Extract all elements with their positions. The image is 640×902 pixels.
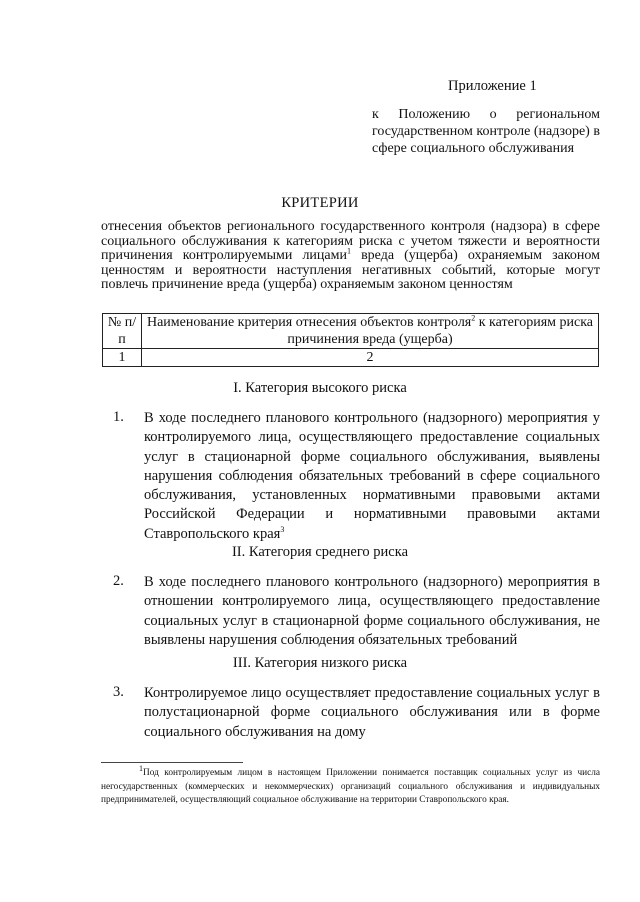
item-number-3: 3. (113, 684, 124, 700)
document-subtitle (101, 220, 600, 293)
section-heading-low-risk: III. Категория низкого риска (232, 655, 408, 671)
section-heading-medium-risk: II. Категория среднего риска (231, 544, 409, 560)
criteria-table (102, 313, 599, 367)
footnote-separator (101, 762, 243, 763)
subtitle-text-part1: отнесения объектов регионального государственного контроля (надзора) в сфере социального обслуживания к категориям риска с учетом тяжести и вероятности причинения контролируемыми лицами (101, 219, 600, 263)
item-text-2: В ходе последнего планового контрольного (надзорного) мероприятия в отношении контролируемого лица, осуществляющего предоставление социальных услуг в стационарной форме социального обслуживания, не выявлены нарушения соблюдения обязательных требований (144, 574, 600, 648)
footnote-ref-3: 3 (280, 524, 285, 534)
table-header-criterion-part1: Наименование критерия отнесения объектов контроля (146, 315, 472, 330)
document-title: КРИТЕРИИ (281, 195, 359, 211)
item-text-3: Контролируемое лицо осуществляет предоставление социальных услуг в полустационарной форме социального обслуживания или в форме социального обслуживания на дому (144, 685, 600, 740)
table-index-2: 2 (142, 349, 599, 367)
footnote-mark: 1 (139, 763, 143, 773)
footnote-ref-2: 2 (471, 313, 476, 323)
table-header-row (103, 314, 599, 349)
footnote (101, 763, 600, 808)
table-header-criterion-part2: к категориям риска причинения вреда (ущерба) (287, 315, 594, 347)
subtitle-text-part2: вреда (ущерба) охраняемым законом ценностям и вероятности наступления негативных событий, которые могут повлечь причинение вреда (ущерба) охраняемым законом ценностям (101, 248, 601, 292)
appendix-title: Приложение 1 (448, 78, 537, 94)
item-number-2: 2. (113, 573, 124, 589)
appendix-reference: к Положению о региональном государственном контроле (надзоре) в сфере социального обслуживания (372, 107, 600, 156)
footnote-text: Под контролируемым лицом в настоящем Приложении понимается поставщик социальных услуг из числа негосударственных (коммерческих и некоммерческих) организаций социального обслуживания и индивидуальных предпринимателей, осуществляющий социальное обслуживание на территории Ставропольского края. (101, 768, 600, 805)
table-header-number: № п/п (103, 314, 142, 349)
item-text-1 (144, 409, 600, 544)
table-index-row (103, 349, 599, 367)
item-number-1: 1. (113, 409, 124, 425)
footnote-ref-1: 1 (346, 246, 351, 256)
item-text-1-body: В ходе последнего планового контрольного (надзорного) мероприятия у контролируемого лица, осуществляющего предоставление социальных услуг в стационарной форме социального обслуживания, выявлены нарушения соблюдения обязательных требований в сфере социального обслуживания, установленных нормативными правовыми актами Российской Федерации и нормативными правовыми актами Ставропольского края (144, 410, 600, 542)
section-heading-high-risk: I. Категория высокого риска (233, 380, 407, 396)
table-header-criterion (142, 314, 599, 349)
table-index-1: 1 (103, 349, 142, 367)
